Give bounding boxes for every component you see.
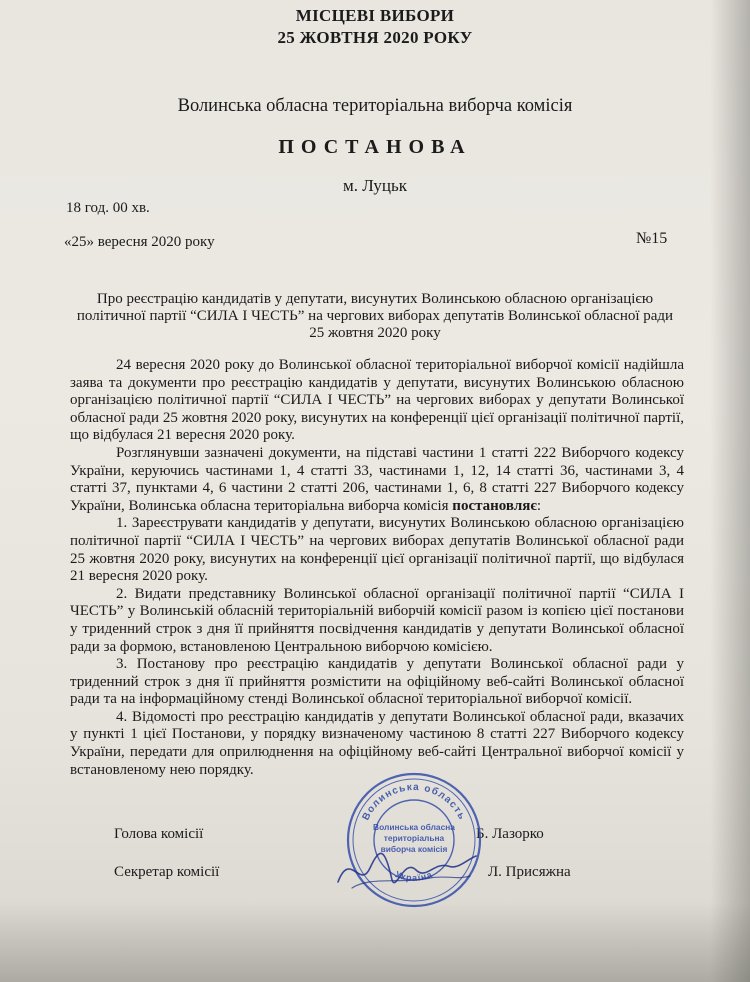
- resolution-item-1: 1. Зареєструвати кандидатів у депутати, висунутих Волинською обласною організацією політичної партії “СИЛА І ЧЕСТЬ” на чергових виборах депутатів Волинської обласної ради 25 жовтня 2020 року, висунутих на конференції цієї організації політичної партії, що відбулася 21 вересня 2020 року.: [70, 515, 684, 585]
- chair-name: Б. Лазорко: [476, 826, 544, 842]
- basis-text: Розглянувши зазначені документи, на підставі частини 1 статті 222 Виборчого кодексу України, керуючись частинами 1, 4 статті 33, частинами 1, 12, 14 статті 36, частинами 3, 4 статті 37, пунктами 4, 6 частини 2 статті 206, частинами 1, 6, 8 статті 227 Виборчого кодексу України, Волинська обласна територіальна виборча комісія: [70, 444, 684, 514]
- commission-name: Волинська обласна територіальна виборча комісія: [177, 96, 573, 116]
- document-type: ПОСТАНОВА: [278, 136, 472, 158]
- resolution-item-3: 3. Постанову про реєстрацію кандидатів у депутати Волинської обласної ради у триденний строк з дня її прийняття розмістити на офіційному веб-сайті Волинської обласної ради та на інформаційному стенді Волинської обласної територіальної виборчої комісії.: [70, 656, 684, 708]
- city: м. Луцьк: [343, 176, 407, 195]
- handwritten-signature: [330, 840, 480, 900]
- resolution-item-2: 2. Видати представнику Волинської обласної організації політичної партії “СИЛА І ЧЕСТЬ” у Волинській обласній територіальній виборчій комісії разом із копією цієї постанови у триденний строк з дня її прийняття посвідчення кандидатів у депутати Волинської обласної ради за формою, встановленою Центральною виборчою комісією.: [70, 585, 684, 655]
- body-paragraph-basis: [70, 445, 684, 515]
- resolution-item-4: 4. Відомості про реєстрацію кандидатів у депутати Волинської обласної ради, вказачих у пункті 1 цієї Постанови, у порядку визначеному частиною 8 статті 227 Виборчого кодексу України, передати для оприлюднення на офіційному веб-сайті Центральної виборчої комісії у встановленому нею порядку.: [70, 708, 684, 778]
- stamp-inner-line-1: Волинська обласна: [373, 822, 455, 832]
- document-number: №15: [636, 230, 668, 247]
- election-title: МІСЦЕВІ ВИБОРИ: [295, 6, 455, 25]
- secretary-name: Л. Присяжна: [488, 864, 571, 880]
- stamp-outer-text: Волинська область: [360, 781, 468, 823]
- basis-colon: :: [536, 497, 542, 514]
- stamp-inner-line-3: виборча комісія: [380, 844, 448, 854]
- secretary-label: Секретар комісії: [114, 864, 220, 880]
- election-date: 25 ЖОВТНЯ 2020 РОКУ: [277, 28, 473, 47]
- document-body: [70, 357, 684, 779]
- resolves-word: постановляє: [452, 497, 537, 514]
- document-subject: Про реєстрацію кандидатів у депутати, висунутих Волинською обласною організацією політичної партії “СИЛА І ЧЕСТЬ” на чергових виборах депутатів Волинської обласної ради 25 жовтня 2020 року: [76, 291, 674, 341]
- document-date: «25» вересня 2020 року: [64, 234, 215, 250]
- svg-text:Волинська область: [360, 782, 467, 822]
- document-time: 18 год. 00 хв.: [66, 200, 150, 216]
- body-paragraph-intro: 24 вересня 2020 року до Волинської обласної територіальної виборчої комісії надійшла заява та документи про реєстрацію кандидатів у депутати, висунутих Волинською обласною організацією політичної партії “СИЛА І ЧЕСТЬ” на чергових виборах у депутати Волинської обласної ради 25 жовтня 2020 року, висунутих на конференції цієї організації політичної партії, що відбулася 21 вересня 2020 року.: [70, 357, 684, 444]
- stamp-inner-line-2: територіальна: [383, 833, 445, 843]
- stamp-bottom-text: Україна: [393, 869, 435, 883]
- edge-shadow-bottom: [0, 902, 750, 982]
- chair-label: Голова комісії: [114, 826, 204, 842]
